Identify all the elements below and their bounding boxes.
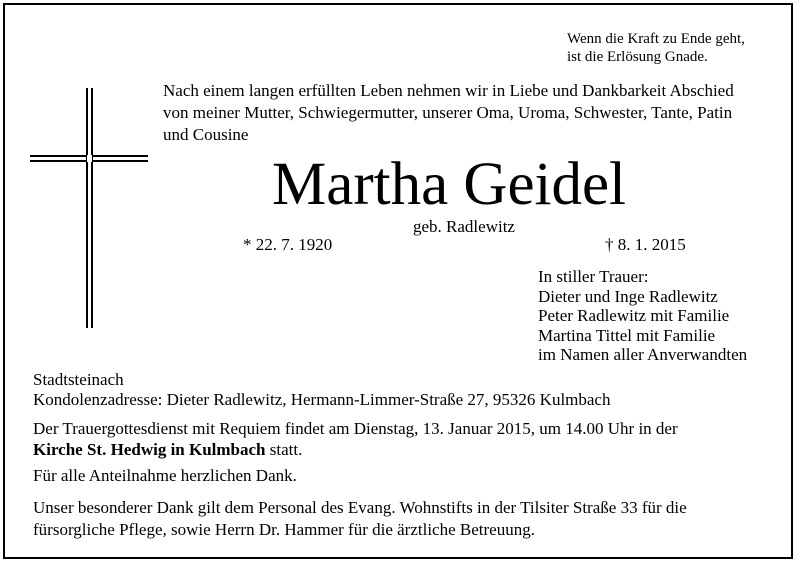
condolence-address: Kondolenzadresse: Dieter Radlewitz, Hermann-Limmer-Straße 27, 95326 Kulmbach (33, 390, 611, 409)
mourners-heading: In stiller Trauer: (538, 267, 649, 286)
special-thanks (33, 497, 687, 541)
service-line-2-suffix: statt. (265, 440, 303, 459)
death-date: † 8. 1. 2015 (605, 235, 686, 254)
intro-line-1: Nach einem langen erfüllten Leben nehmen wir in Liebe und Dankbarkeit Abschied (163, 81, 734, 100)
special-thanks-line-2: fürsorgliche Pflege, sowie Herrn Dr. Hammer für die ärztliche Betreuung. (33, 520, 535, 539)
deceased-name: Martha Geidel (272, 151, 626, 218)
intro-paragraph (163, 80, 734, 146)
latin-cross-icon (30, 88, 148, 328)
service-line-2 (33, 439, 678, 460)
birth-date: * 22. 7. 1920 (243, 235, 333, 254)
general-thanks: Für alle Anteilnahme herzlichen Dank. (33, 466, 297, 485)
maiden-name: geb. Radlewitz (413, 217, 515, 236)
mourner-item: Dieter und Inge Radlewitz (538, 286, 718, 306)
motto-quote (567, 30, 745, 66)
special-thanks-line-1: Unser besonderer Dank gilt dem Personal des Evang. Wohnstifts in der Tilsiter Straße 33 für die (33, 498, 687, 517)
place-name: Stadtsteinach (33, 370, 124, 389)
mourner-item: Martina Tittel mit Familie (538, 325, 716, 345)
condolence-block (33, 370, 610, 410)
motto-line-2: ist die Erlösung Gnade. (567, 49, 708, 65)
mourner-item: Peter Radlewitz mit Familie (538, 306, 730, 325)
church-name: Kirche St. Hedwig in Kulmbach (33, 440, 266, 459)
mourner-item: im Namen aller Anverwandten (538, 345, 748, 364)
service-line-1: Der Trauergottesdienst mit Requiem findet am Dienstag, 13. Januar 2015, um 14.00 Uhr in der (33, 419, 678, 438)
motto-line-1: Wenn die Kraft zu Ende geht, (567, 31, 745, 47)
intro-line-3: und Cousine (163, 125, 249, 144)
intro-line-2: von meiner Mutter, Schwiegermutter, unserer Oma, Uroma, Schwester, Tante, Patin (163, 103, 733, 122)
mourners-list (538, 267, 747, 365)
service-announcement (33, 418, 678, 460)
